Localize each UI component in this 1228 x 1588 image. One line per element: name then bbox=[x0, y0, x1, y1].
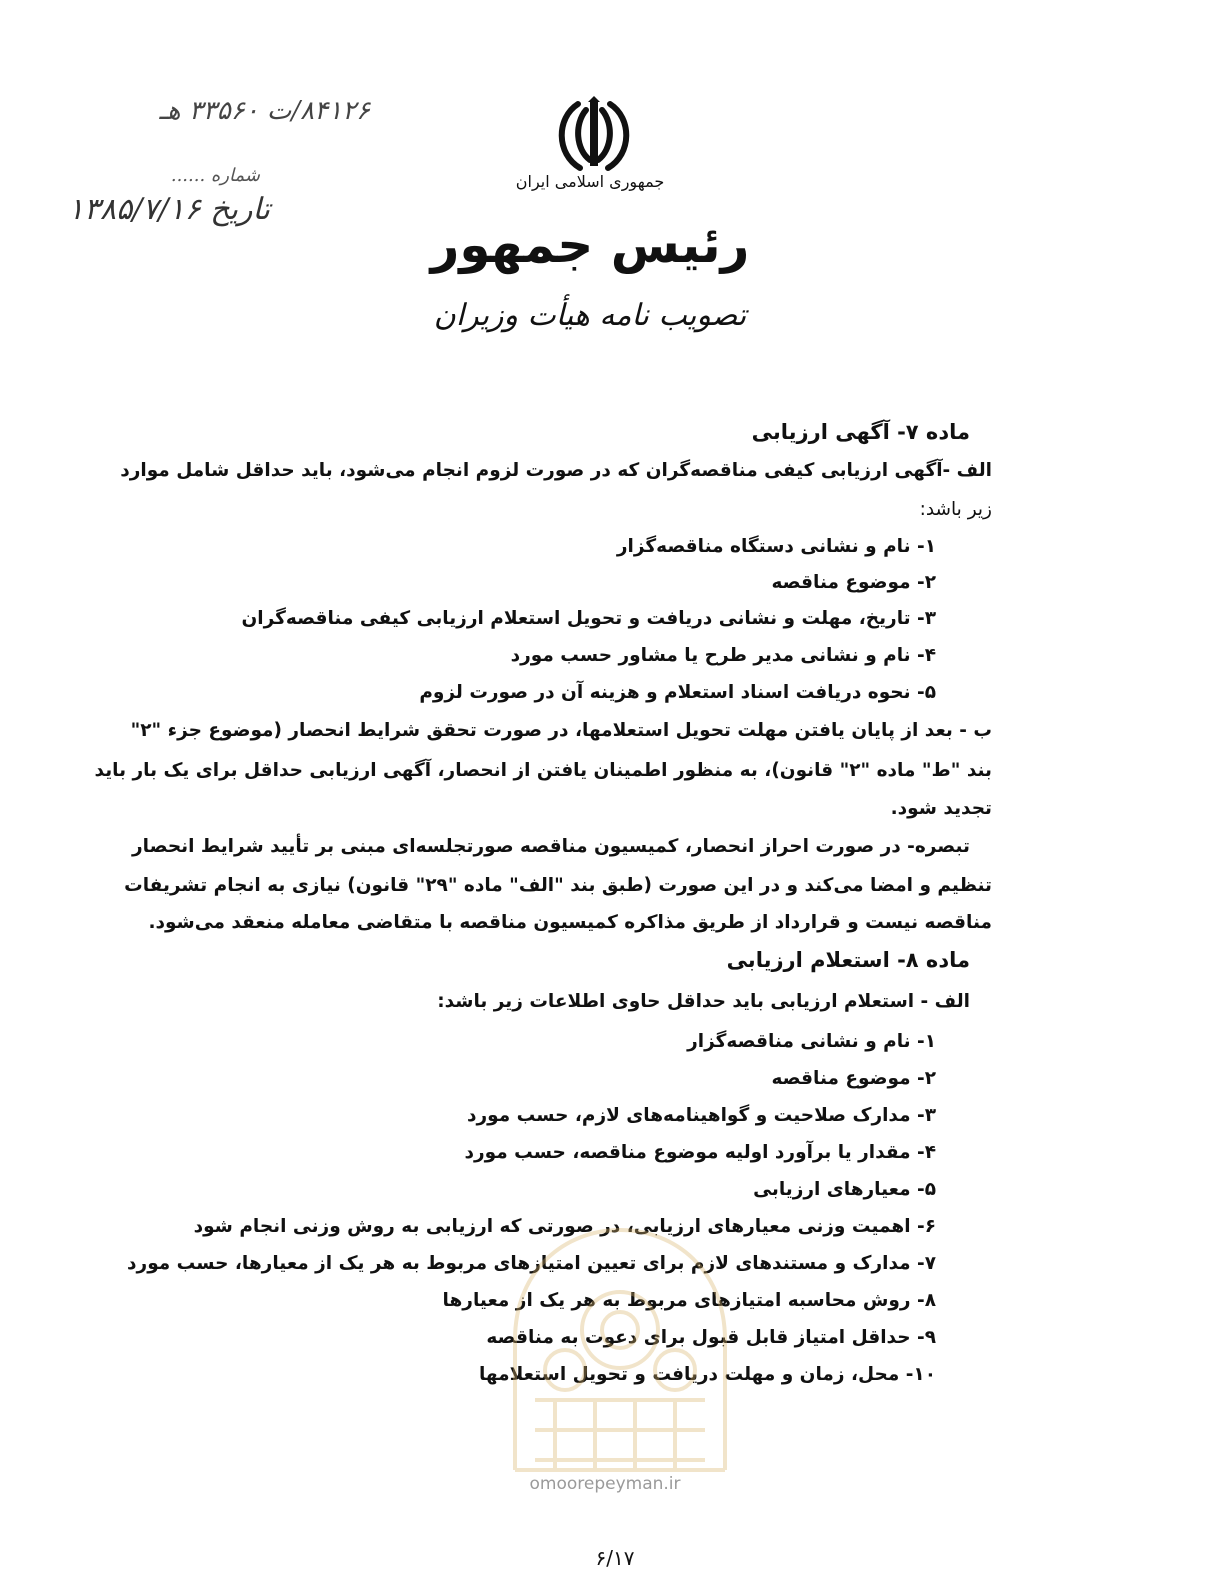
article-8-item-7: ۷- مدارک و مستندهای لازم برای تعیین امتیازهای مربوط به هر یک از معیارها، حسب مورد bbox=[127, 1253, 936, 1274]
article-8-heading: ماده ۸- استعلام ارزیابی bbox=[726, 948, 970, 972]
article-7-note-line-3: مناقصه نیست و قرارداد از طریق مذاکره کمیسیون مناقصه با متقاضی معامله منعقد می‌شود. bbox=[148, 912, 992, 933]
reference-number: ۸۴۱۲۶/ت ۳۳۵۶۰ هـ bbox=[159, 96, 370, 126]
article-7-paragraph-be-line-2: بند "ط" ماده "۲" قانون)، به منظور اطمینان یافتن از انحصار، آگهی ارزیابی حداقل برای یک بار باید bbox=[94, 760, 992, 781]
article-7-heading: ماده ۷- آگهی ارزیابی bbox=[751, 420, 970, 444]
document-type-title: تصویب نامه هیأت وزیران bbox=[433, 298, 747, 333]
article-7-note-line-1: تبصره- در صورت احراز انحصار، کمیسیون مناقصه صورتجلسه‌ای مبنی بر تأیید شرایط انحصار bbox=[132, 836, 970, 857]
article-8-item-3: ۳- مدارک صلاحیت و گواهینامه‌های لازم، حسب مورد bbox=[467, 1105, 936, 1126]
article-8-item-4: ۴- مقدار یا برآورد اولیه موضوع مناقصه، حسب مورد bbox=[464, 1142, 936, 1163]
article-8-item-6: ۶- اهمیت وزنی معیارهای ارزیابی، در صورتی که ارزیابی به روش وزنی انجام شود bbox=[193, 1216, 936, 1237]
watermark-logo-icon bbox=[495, 1220, 745, 1480]
article-7-item-1: ۱- نام و نشانی دستگاه مناقصه‌گزار bbox=[616, 536, 936, 557]
article-7-item-2: ۲- موضوع مناقصه bbox=[771, 572, 936, 593]
article-8-item-10: ۱۰- محل، زمان و مهلت دریافت و تحویل استعلامها bbox=[478, 1364, 936, 1385]
iran-emblem-icon bbox=[548, 96, 640, 178]
emblem-caption: جمهوری اسلامی ایران bbox=[515, 172, 665, 191]
article-7-paragraph-be-line-1: ب - بعد از پایان یافتن مهلت تحویل استعلامها، در صورت تحقق شرایط انحصار (موضوع جزء "۲" bbox=[130, 720, 992, 741]
article-7-note-line-2: تنظیم و امضا می‌کند و در این صورت (طبق بند "الف" ماده "۲۹" قانون) نیازی به انجام تشریفات bbox=[124, 875, 992, 896]
article-8-item-5: ۵- معیارهای ارزیابی bbox=[753, 1179, 936, 1200]
article-7-item-3: ۳- تاریخ، مهلت و نشانی دریافت و تحویل استعلام ارزیابی کیفی مناقصه‌گران bbox=[241, 608, 936, 629]
article-7-paragraph-alef-line-2: زیر باشد: bbox=[919, 499, 992, 520]
office-title: رئیس جمهور bbox=[430, 216, 750, 274]
article-8-item-9: ۹- حداقل امتیاز قابل قبول برای دعوت به مناقصه bbox=[486, 1327, 936, 1348]
article-7-item-5: ۵- نحوه دریافت اسناد استعلام و هزینه آن در صورت لزوم bbox=[419, 682, 936, 703]
serial-label: شماره ...... bbox=[170, 165, 260, 186]
article-8-item-1: ۱- نام و نشانی مناقصه‌گزار bbox=[687, 1031, 936, 1052]
document-date: تاریخ ۱۳۸۵/۷/۱۶ bbox=[67, 192, 270, 227]
watermark-site: omoorepeyman.ir bbox=[529, 1474, 681, 1494]
article-8-paragraph-alef: الف - استعلام ارزیابی باید حداقل حاوی اطلاعات زیر باشد: bbox=[437, 991, 970, 1012]
article-7-paragraph-be-line-3: تجدید شود. bbox=[890, 798, 992, 819]
article-8-item-2: ۲- موضوع مناقصه bbox=[771, 1068, 936, 1089]
page-number: ۶/۱۷ bbox=[595, 1546, 635, 1570]
article-7-paragraph-alef-line-1: الف -آگهی ارزیابی کیفی مناقصه‌گران که در صورت لزوم انجام می‌شود، باید حداقل شامل موارد bbox=[120, 460, 992, 481]
article-8-item-8: ۸- روش محاسبه امتیازهای مربوط به هر یک از معیارها bbox=[442, 1290, 936, 1311]
article-7-item-4: ۴- نام و نشانی مدیر طرح یا مشاور حسب مورد bbox=[510, 645, 936, 666]
